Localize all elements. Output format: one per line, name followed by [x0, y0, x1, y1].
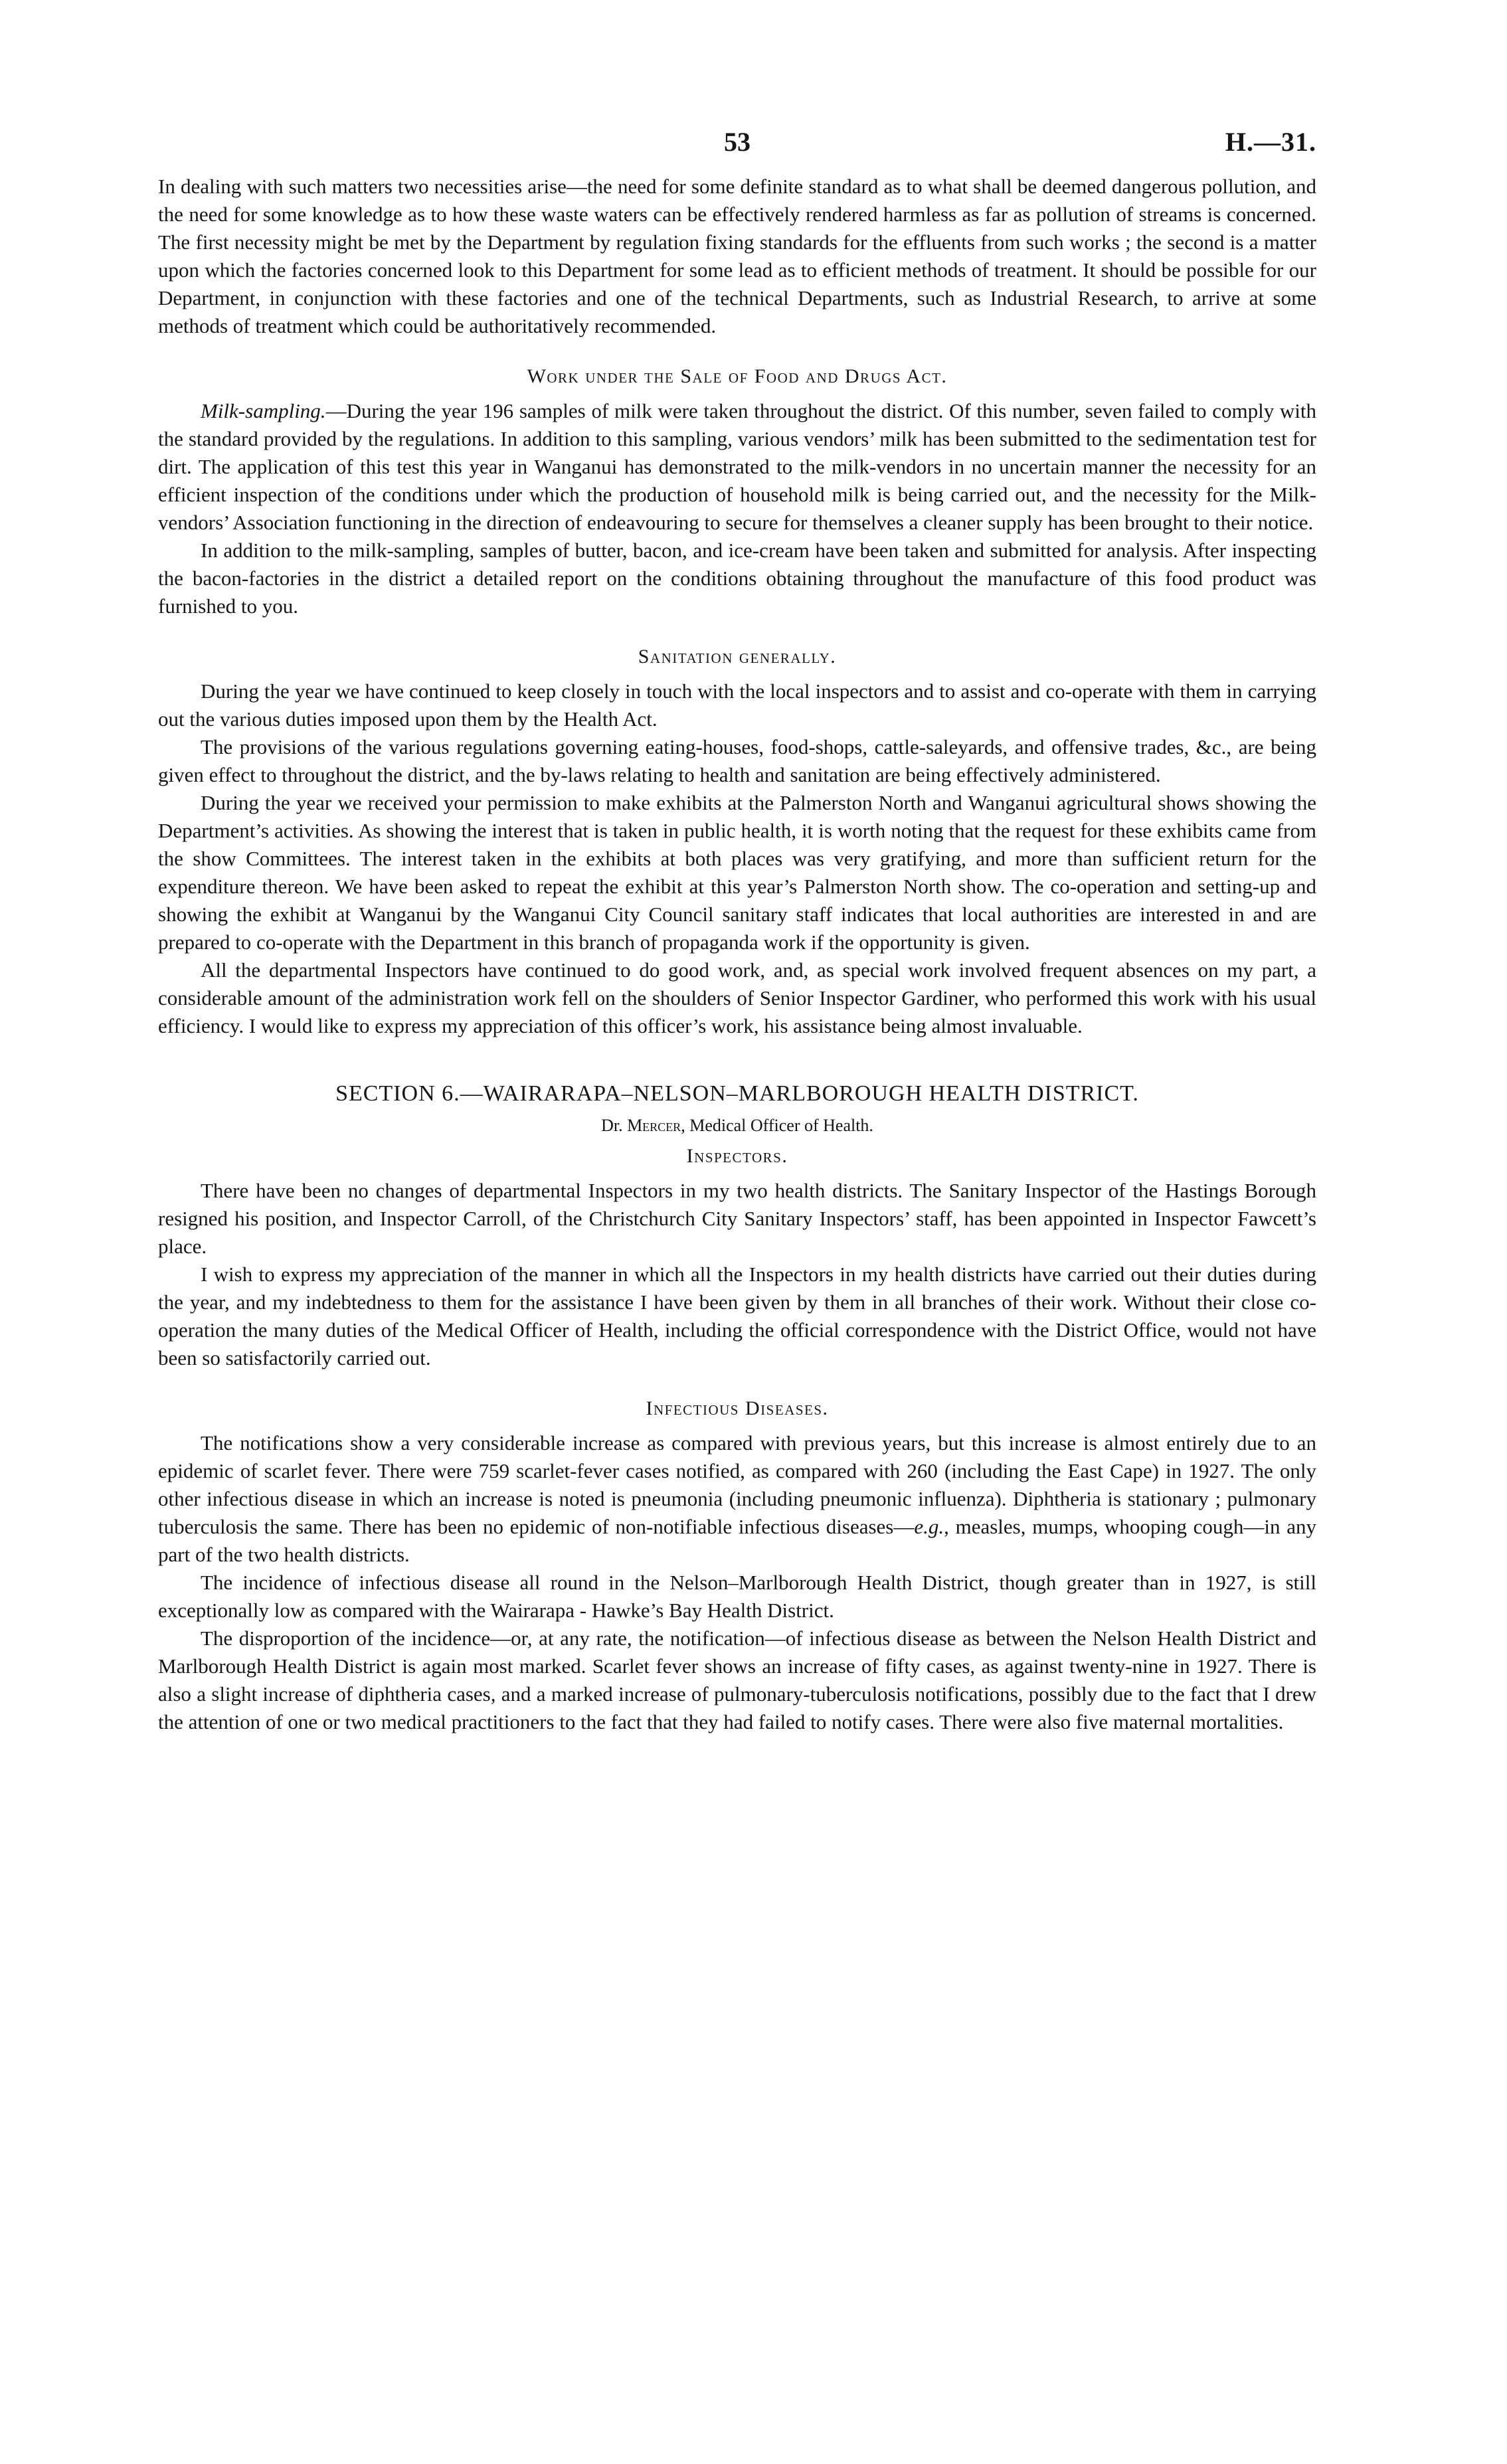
inspectors-paragraph-1: There have been no changes of departmental Inspectors in my two health districts. The Sanitary Inspector of the Hastings Borough resigned his position, and Inspector Carroll, of the Christchurch City Sanitary Inspectors’ staff, has been appointed in Inspector Fawcett’s place.	[158, 1179, 1316, 1258]
sanitation-paragraph-4: All the departmental Inspectors have continued to do good work, and, as special work involved frequent absences on my part, a considerable amount of the administration work fell on the shoulders of Senior Inspector Gardiner, who performed this work with his usual efficiency. I would like to express my appreciation of this officer’s work, his assistance being almost invaluable.	[158, 958, 1316, 1037]
milk-sampling-text: —During the year 196 samples of milk were taken throughout the district. Of this number, seven failed to comply with the standard provided by the regulations. In addition to this sampling, various vendors’ milk has been submitted to the sedimentation test for dirt. The application of this test this year in Wanganui has demonstrated to the milk-vendors in no uncertain manner the necessity for an efficient inspection of the conditions under which the production of household milk is being carried out, and the necessity for the Milk-vendors’ Association functioning in the direction of endeavouring to secure for themselves a cleaner supply has been brought to their notice.	[158, 399, 1316, 534]
inspectors-paragraph-2: I wish to express my appreciation of the manner in which all the Inspectors in my health districts have carried out their duties during the year, and my indebtedness to them for the assistance I have been given by them in all branches of their work. Without their close co-operation the many duties of the Medical Officer of Health, including the official correspondence with the District Office, would not have been so satisfactorily carried out.	[158, 1263, 1316, 1369]
food-analysis-paragraph: In addition to the milk-sampling, samples of butter, bacon, and ice-cream have been taken and submitted for analysis. After inspecting the bacon-factories in the district a detailed report on the conditions obtaining throughout the manufacture of this food product was furnished to you.	[158, 539, 1316, 618]
report-reference: H.—31.	[1225, 127, 1316, 157]
infectious-p1-tail: , measles, mumps, whooping cough—in any part of the two health districts.	[158, 1515, 1316, 1566]
page-header	[158, 126, 1316, 173]
inspectors-heading: Inspectors.	[686, 1145, 788, 1167]
infectious-paragraph-2: The incidence of infectious disease all round in the Nelson–Marlborough Health District, though greater than in 1927, is still exceptionally low as compared with the Wairarapa - Hawke’s Bay Health District.	[158, 1571, 1316, 1622]
officer-prefix: Dr.	[601, 1116, 628, 1135]
intro-paragraph: In dealing with such matters two necessities arise—the need for some definite standard as to what shall be deemed dangerous pollution, and the need for some knowledge as to how these waste waters can be effectively rendered harmless as far as pollution of streams is concerned. The first necessity might be met by the Department by regulation fixing standards for the effluents from such works ; the second is a matter upon which the factories concerned look to this Department for some lead as to efficient methods of treatment. It should be possible for our Department, in conjunction with these factories and one of the technical Departments, such as Industrial Research, to arrive at some methods of treatment which could be authoritatively recommended.	[158, 175, 1316, 337]
section-6-title: SECTION 6.—WAIRARAPA–NELSON–MARLBOROUGH HEALTH DISTRICT.	[335, 1081, 1139, 1106]
document-page	[158, 126, 1316, 1736]
officer-suffix: , Medical Officer of Health.	[681, 1116, 873, 1135]
food-drugs-heading: Work under the Sale of Food and Drugs Act.	[527, 365, 948, 387]
sanitation-paragraph-1: During the year we have continued to keep closely in touch with the local inspectors and to assist and co-operate with them in carrying out the various duties imposed upon them by the Health Act.	[158, 679, 1316, 731]
page-number: 53	[724, 127, 751, 157]
milk-sampling-lead: Milk-sampling.	[201, 399, 326, 422]
infectious-paragraph-1	[158, 1429, 1316, 1569]
medical-officer-line	[158, 1116, 1316, 1136]
milk-sampling-paragraph	[158, 397, 1316, 537]
sanitation-paragraph-3: During the year we received your permission to make exhibits at the Palmerston North and Wanganui agricultural shows showing the Department’s activities. As showing the interest that is taken in public health, it is worth noting that the request for these exhibits came from the show Committees. The interest taken in the exhibits at both places was very gratifying, and more than sufficient return for the expenditure thereon. We have been asked to repeat the exhibit at this year’s Palmerston North show. The co-operation and setting-up and showing the exhibit at Wanganui by the Wanganui City Council sanitary staff indicates that local authorities are interested in and are prepared to co-operate with the Department in this branch of propaganda work if the opportunity is given.	[158, 791, 1316, 954]
officer-name: Mercer	[627, 1116, 681, 1135]
sanitation-heading: Sanitation generally.	[638, 646, 837, 667]
infectious-diseases-heading: Infectious Diseases.	[646, 1397, 829, 1419]
infectious-p1-eg: e.g.	[914, 1515, 944, 1538]
sanitation-paragraph-2: The provisions of the various regulations governing eating-houses, food-shops, cattle-saleyards, and offensive trades, &c., are being given effect to throughout the district, and the by-laws relating to health and sanitation are being effectively administered.	[158, 735, 1316, 786]
infectious-paragraph-3: The disproportion of the incidence—or, at any rate, the notification—of infectious disease as between the Nelson Health District and Marlborough Health District is again most marked. Scarlet fever shows an increase of fifty cases, as against twenty-nine in 1927. There is also a slight increase of diphtheria cases, and a marked increase of pulmonary-tuberculosis notifications, possibly due to the fact that I drew the attention of one or two medical practitioners to the fact that they had failed to notify cases. There were also five maternal mortalities.	[158, 1627, 1316, 1733]
infectious-p1-main: The notifications show a very considerable increase as compared with previous years, but this increase is almost entirely due to an epidemic of scarlet fever. There were 759 scarlet-fever cases notified, as compared with 260 (including the East Cape) in 1927. The only other infectious disease in which an increase is noted is pneumonia (including pneumonic influenza). Diphtheria is stationary ; pulmonary tuberculosis the same. There has been no epidemic of non-notifiable infectious diseases—	[158, 1431, 1316, 1538]
